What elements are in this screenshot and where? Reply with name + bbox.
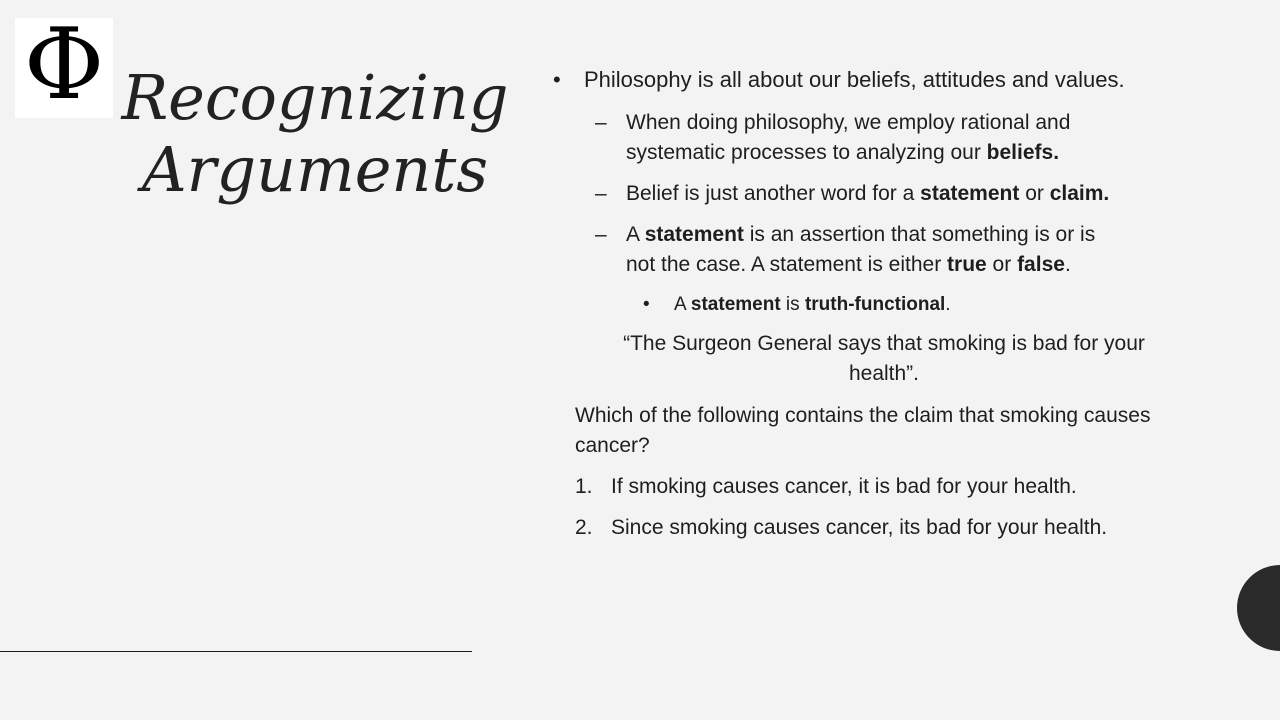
bullet-text: Philosophy is all about our beliefs, attitudes and values. bbox=[584, 67, 1125, 92]
sub-sub-bullet-truth-functional bbox=[551, 291, 1211, 319]
dash-marker: – bbox=[595, 111, 607, 134]
bold-term: statement bbox=[644, 223, 744, 246]
bold-term: statement bbox=[920, 182, 1020, 205]
bullet-text: is bbox=[780, 294, 805, 315]
choice-number: 2. bbox=[575, 516, 593, 539]
bullet-text: or bbox=[986, 253, 1018, 276]
choice-text: If smoking causes cancer, it is bad for your health. bbox=[611, 475, 1077, 498]
phi-symbol: Φ bbox=[23, 8, 105, 122]
bullet-marker: • bbox=[553, 67, 561, 92]
bullet-text: is an assertion that something is or is not the case. A statement is either bbox=[626, 223, 1096, 276]
bold-term: claim. bbox=[1049, 182, 1110, 205]
slide-body bbox=[551, 64, 1211, 554]
choice-item bbox=[551, 513, 1211, 543]
question-text: Which of the following contains the claim that smoking causes cancer? bbox=[575, 404, 1151, 457]
bold-term: beliefs. bbox=[986, 141, 1060, 164]
bold-term: false bbox=[1017, 253, 1065, 276]
title-line-2: Arguments bbox=[141, 133, 489, 206]
bullet-marker: • bbox=[643, 294, 650, 315]
sub-bullet-belief-definition bbox=[551, 179, 1126, 209]
bold-term: truth-functional bbox=[804, 294, 946, 315]
bullet-text: When doing philosophy, we employ rational and systematic processes to analyzing our bbox=[626, 111, 1071, 164]
bullet-text: or bbox=[1019, 182, 1050, 205]
title-divider bbox=[0, 651, 472, 652]
sub-bullet-statement-definition bbox=[551, 220, 1126, 280]
surgeon-general-quote: “The Surgeon General says that smoking is bad for your health”. bbox=[623, 332, 1145, 385]
choice-number: 1. bbox=[575, 475, 593, 498]
title-line-1: Recognizing bbox=[121, 61, 509, 134]
choice-item bbox=[551, 472, 1211, 502]
bold-term: true bbox=[947, 253, 987, 276]
bullet-text: . bbox=[1064, 253, 1071, 276]
dash-marker: – bbox=[595, 182, 607, 205]
bullet-text: . bbox=[945, 294, 951, 315]
bullet-text: A bbox=[674, 294, 691, 315]
choice-text: Since smoking causes cancer, its bad for your health. bbox=[611, 516, 1108, 539]
slide-title bbox=[110, 62, 520, 206]
corner-circle-decoration bbox=[1237, 565, 1280, 651]
phi-logo bbox=[15, 8, 113, 122]
bullet-text: Belief is just another word for a bbox=[626, 182, 921, 205]
bold-term: statement bbox=[690, 294, 781, 315]
bullet-philosophy-beliefs bbox=[551, 64, 1211, 96]
bullet-text: A bbox=[626, 223, 645, 246]
dash-marker: – bbox=[595, 223, 607, 246]
sub-bullet-rational-processes bbox=[551, 108, 1126, 168]
